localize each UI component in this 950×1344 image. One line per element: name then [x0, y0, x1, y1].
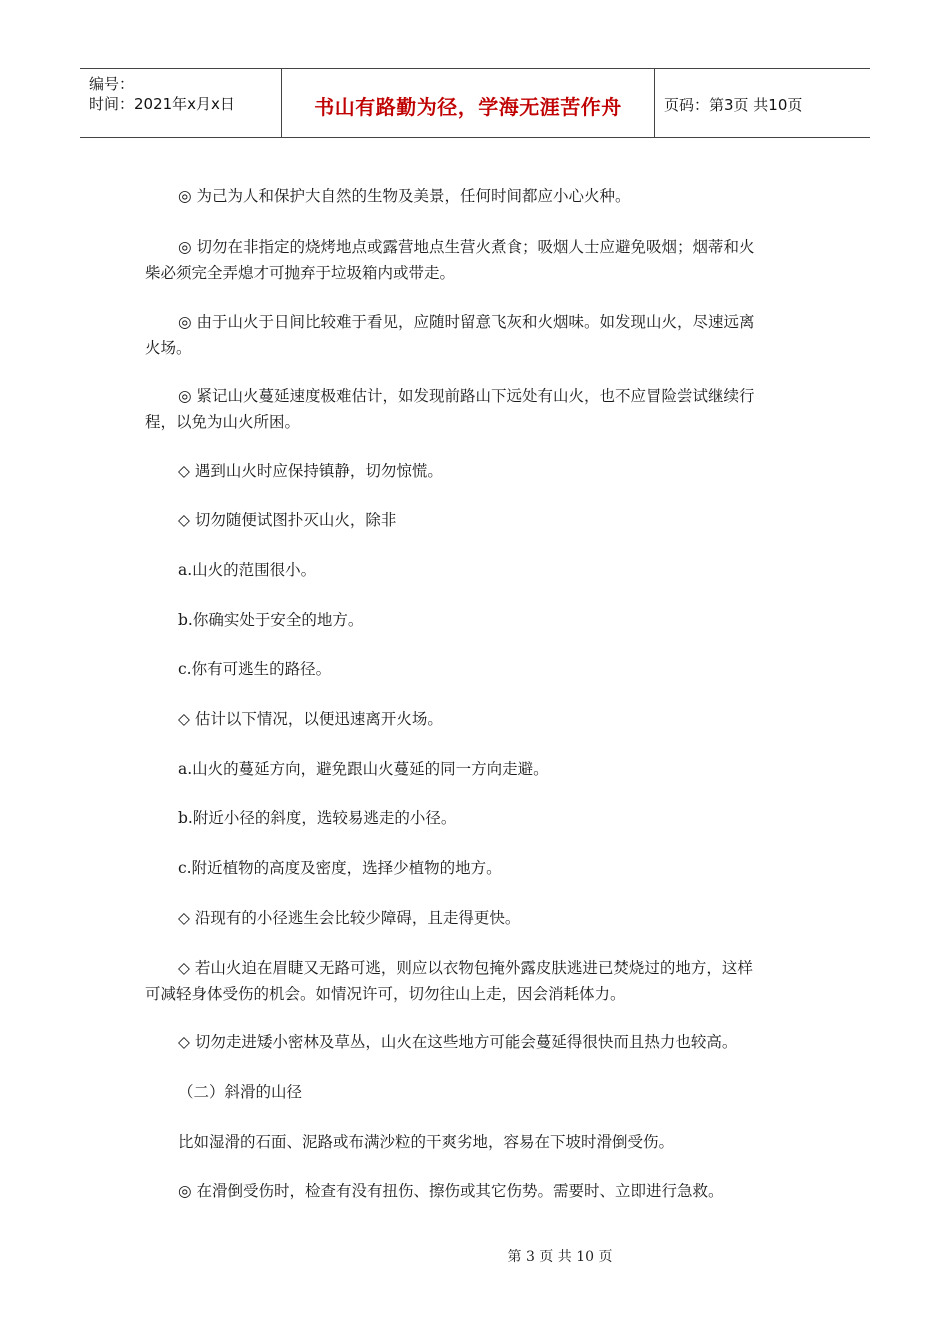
- page-header: [80, 68, 870, 138]
- paragraph-continuation: 柴必须完全弄熄才可抛弃于垃圾箱内或带走。: [145, 264, 456, 282]
- paragraph: ◇ 切勿随便试图扑灭山火，除非: [178, 511, 397, 529]
- list-item: a.山火的蔓延方向，避免跟山火蔓延的同一方向走避。: [178, 760, 549, 778]
- paragraph: ◇ 遇到山火时应保持镇静，切勿惊慌。: [178, 462, 443, 480]
- paragraph: ◇ 切勿走进矮小密林及草丛，山火在这些地方可能会蔓延得很快而且热力也较高。: [178, 1033, 738, 1051]
- paragraph-continuation: 可减轻身体受伤的机会。如情况许可，切勿往山上走，因会消耗体力。: [145, 985, 626, 1003]
- list-item: b.附近小径的斜度，选较易逃走的小径。: [178, 809, 457, 827]
- paragraph: ◎ 为己为人和保护大自然的生物及美景，任何时间都应小心火种。: [178, 187, 631, 205]
- header-info-cell: [80, 69, 282, 137]
- header-motto: 书山有路勤为径，学海无涯苦作舟: [314, 95, 622, 119]
- paragraph: ◎ 由于山火于日间比较难于看见，应随时留意飞灰和火烟味。如发现山火，尽速远离: [178, 313, 755, 331]
- header-page-cell: [655, 69, 870, 137]
- paragraph: ◎ 紧记山火蔓延速度极难估计，如发现前路山下远处有山火，也不应冒险尝试继续行: [178, 387, 755, 405]
- document-number-label: 编号：: [89, 75, 135, 93]
- list-item: b.你确实处于安全的地方。: [178, 611, 364, 629]
- section-heading: （二）斜滑的山径: [178, 1083, 303, 1101]
- paragraph: ◇ 估计以下情况，以便迅速离开火场。: [178, 710, 443, 728]
- list-item: a.山火的范围很小。: [178, 561, 317, 579]
- paragraph: ◇ 沿现有的小径逃生会比较少障碍，且走得更快。: [178, 909, 521, 927]
- paragraph: ◎ 切勿在非指定的烧烤地点或露营地点生营火煮食；吸烟人士应避免吸烟；烟蒂和火: [178, 238, 755, 256]
- header-motto-cell: [282, 69, 655, 137]
- paragraph: ◇ 若山火迫在眉睫又无路可逃，则应以衣物包掩外露皮肤逃进已焚烧过的地方，这样: [178, 959, 753, 977]
- paragraph: 比如湿滑的石面、泥路或布满沙粒的干爽劣地，容易在下坡时滑倒受伤。: [178, 1133, 675, 1151]
- paragraph: ◎ 在滑倒受伤时，检查有没有扭伤、擦伤或其它伤势。需要时、立即进行急救。: [178, 1182, 724, 1200]
- document-date-label: 时间：2021年x月x日: [89, 95, 235, 113]
- paragraph-continuation: 火场。: [145, 339, 192, 357]
- list-item: c.你有可逃生的路径。: [178, 660, 332, 678]
- page-footer: 第 3 页 共 10 页: [507, 1249, 613, 1265]
- header-page-code: 页码：第3页 共10页: [664, 96, 803, 114]
- paragraph-continuation: 程，以免为山火所困。: [145, 413, 301, 431]
- list-item: c.附近植物的高度及密度，选择少植物的地方。: [178, 859, 502, 877]
